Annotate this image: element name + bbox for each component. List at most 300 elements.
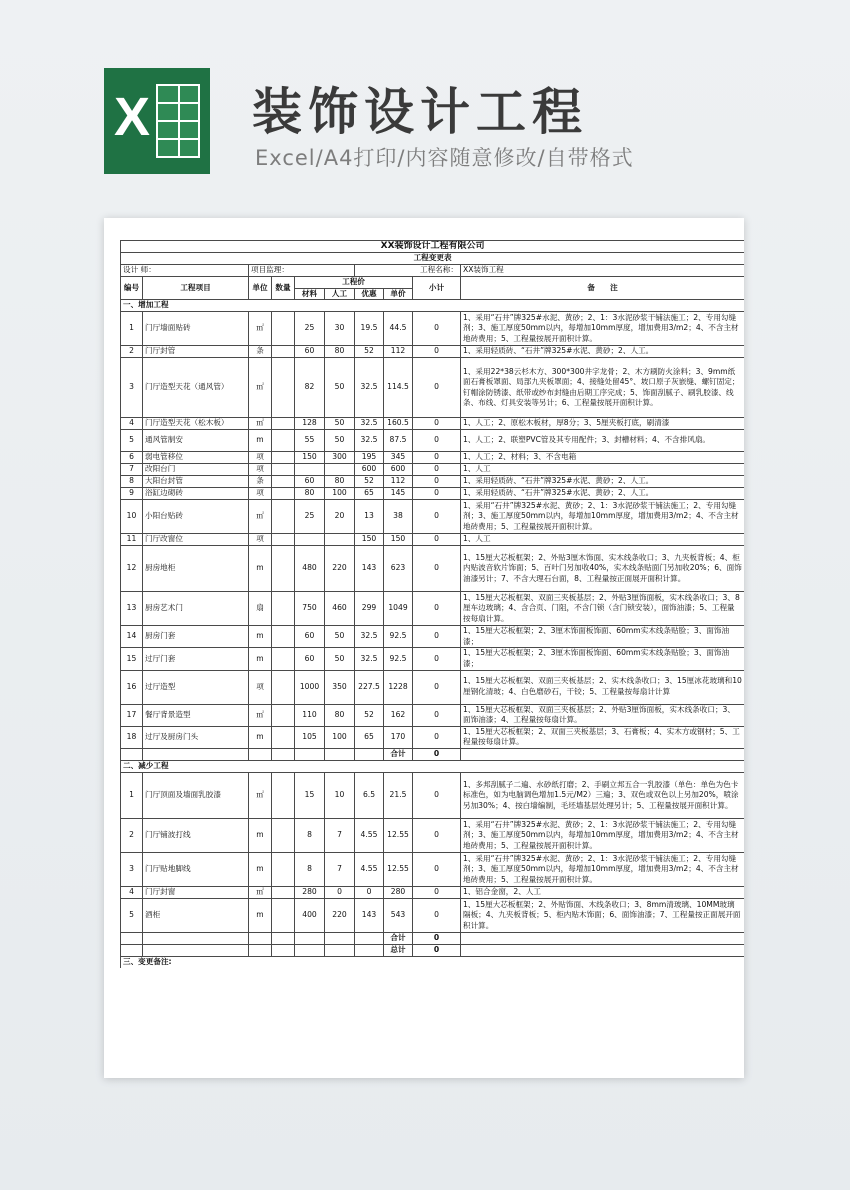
row-qty <box>272 886 295 898</box>
row-subtotal: 0 <box>413 476 461 488</box>
row-qty <box>272 476 295 488</box>
row-no: 10 <box>121 500 143 534</box>
row-subtotal: 0 <box>413 852 461 886</box>
row-remark: 1、15厘大芯板框架；2、3厘木饰面板饰面、60mm实木线条贴脸；3、面饰油漆； <box>463 648 730 668</box>
row-unit: ㎡ <box>249 704 272 726</box>
row-unit: ㎡ <box>249 358 272 418</box>
row-discount: 299 <box>355 592 384 626</box>
row-item: 过厅造型 <box>143 670 249 704</box>
header-item: 工程项目 <box>143 277 249 300</box>
row-discount: 19.5 <box>355 312 384 346</box>
row-subtotal: 0 <box>413 358 461 418</box>
row-unit-price: 1228 <box>384 670 413 704</box>
row-qty <box>272 464 295 476</box>
table-row <box>121 452 745 464</box>
table-row <box>121 418 745 430</box>
row-no: 8 <box>121 476 143 488</box>
header-remark: 备 注 <box>461 277 745 300</box>
row-no: 14 <box>121 626 143 648</box>
form-title: 工程变更表 <box>121 253 745 265</box>
row-qty <box>272 592 295 626</box>
row-remark-cell <box>461 464 745 476</box>
row-qty <box>272 452 295 464</box>
row-material <box>295 534 325 546</box>
row-item: 大阳台封管 <box>143 476 249 488</box>
row-unit: 扇 <box>249 592 272 626</box>
empty-cell <box>295 932 325 944</box>
row-subtotal: 0 <box>413 648 461 670</box>
section-title-row <box>121 760 745 772</box>
table-row <box>121 704 745 726</box>
row-remark-cell <box>461 500 745 534</box>
row-subtotal: 0 <box>413 346 461 358</box>
row-item: 门厅封窗 <box>143 886 249 898</box>
table-row <box>121 346 745 358</box>
empty-cell <box>272 932 295 944</box>
row-no: 3 <box>121 358 143 418</box>
row-remark: 1、采用轻质砖、“石井”牌325#水泥、黄砂；2、人工。 <box>463 346 654 356</box>
table-row <box>121 648 745 670</box>
row-unit-price: 21.5 <box>384 772 413 818</box>
row-no: 16 <box>121 670 143 704</box>
row-material: 80 <box>295 488 325 500</box>
row-remark-cell <box>461 852 745 886</box>
table-row <box>121 476 745 488</box>
row-item: 门厅改窗位 <box>143 534 249 546</box>
empty-cell <box>121 748 143 760</box>
row-remark-cell <box>461 670 745 704</box>
row-no: 6 <box>121 452 143 464</box>
row-material: 750 <box>295 592 325 626</box>
row-discount: 52 <box>355 346 384 358</box>
header-qty: 数量 <box>272 277 295 300</box>
row-subtotal: 0 <box>413 898 461 932</box>
header-no: 编号 <box>121 277 143 300</box>
empty-cell <box>295 748 325 760</box>
row-item: 过厅门套 <box>143 648 249 670</box>
row-qty <box>272 312 295 346</box>
row-unit: 条 <box>249 346 272 358</box>
row-item: 门厅铺波打线 <box>143 818 249 852</box>
row-remark-cell <box>461 898 745 932</box>
row-unit-price: 150 <box>384 534 413 546</box>
row-no: 9 <box>121 488 143 500</box>
row-remark-cell <box>461 726 745 748</box>
row-qty <box>272 546 295 592</box>
row-subtotal: 0 <box>413 626 461 648</box>
row-qty <box>272 648 295 670</box>
row-labor <box>325 464 355 476</box>
row-qty <box>272 534 295 546</box>
section-total-row <box>121 932 745 944</box>
empty-cell <box>325 748 355 760</box>
row-unit-price: 162 <box>384 704 413 726</box>
section-total-label: 合计 <box>384 932 413 944</box>
row-material: 82 <box>295 358 325 418</box>
row-labor: 7 <box>325 818 355 852</box>
grand-total-value: 0 <box>413 944 461 956</box>
row-labor: 80 <box>325 346 355 358</box>
header-row-1 <box>121 277 745 289</box>
row-unit: m <box>249 852 272 886</box>
row-labor: 50 <box>325 358 355 418</box>
change-notes-row <box>121 956 745 968</box>
row-item: 门厅贴地脚线 <box>143 852 249 886</box>
info-row <box>121 265 745 277</box>
row-qty <box>272 430 295 452</box>
empty-cell <box>143 944 249 956</box>
row-material: 8 <box>295 852 325 886</box>
row-no: 2 <box>121 346 143 358</box>
row-discount: 4.55 <box>355 818 384 852</box>
row-unit-price: 112 <box>384 346 413 358</box>
row-material <box>295 464 325 476</box>
row-qty <box>272 488 295 500</box>
row-subtotal: 0 <box>413 464 461 476</box>
row-material: 400 <box>295 898 325 932</box>
row-qty <box>272 898 295 932</box>
row-remark: 1、15厘大芯板框架；2、外贴3厘木饰面、实木线条收口；3、九夹板背板；4、柜内贴波音软片饰面；5、百叶门另加收40%，实木线条贴面门另加收20%；6、面饰油漆另计；7、不含大理石台面，8、工程量按正面展开面积计算。 <box>463 552 742 583</box>
empty-cell <box>325 932 355 944</box>
row-unit: ㎡ <box>249 772 272 818</box>
row-unit-price: 92.5 <box>384 648 413 670</box>
row-labor: 220 <box>325 546 355 592</box>
row-subtotal: 0 <box>413 772 461 818</box>
header-labor: 人工 <box>325 288 355 300</box>
row-unit: m <box>249 546 272 592</box>
row-remark-cell <box>461 772 745 818</box>
row-unit-price: 44.5 <box>384 312 413 346</box>
row-no: 5 <box>121 430 143 452</box>
row-remark: 1、采用轻质砖、“石井”牌325#水泥、黄砂；2、人工。 <box>463 476 654 486</box>
row-remark: 1、铝合金窗，2、人工 <box>463 887 542 897</box>
row-item: 门厅造型天花（通风管） <box>143 358 249 418</box>
change-order-table <box>120 240 744 968</box>
row-material: 105 <box>295 726 325 748</box>
row-remark: 1、15厘大芯板框架、双面三夹板基层；2、实木线条收口；3、15厘冰花玻璃和10厘钢化清玻；4、白色磨砂石，干铰；5、工程量按每扇计计算 <box>463 676 742 697</box>
row-discount: 0 <box>355 886 384 898</box>
row-unit: m <box>249 898 272 932</box>
row-unit: ㎡ <box>249 312 272 346</box>
row-no: 4 <box>121 418 143 430</box>
row-subtotal: 0 <box>413 670 461 704</box>
row-material: 60 <box>295 626 325 648</box>
row-discount: 4.55 <box>355 852 384 886</box>
section-total-value: 0 <box>413 932 461 944</box>
row-unit-price: 345 <box>384 452 413 464</box>
row-item: 厨房门套 <box>143 626 249 648</box>
row-labor: 300 <box>325 452 355 464</box>
table-row <box>121 626 745 648</box>
row-item: 通风管制安 <box>143 430 249 452</box>
row-material: 60 <box>295 476 325 488</box>
row-unit-price: 112 <box>384 476 413 488</box>
row-item: 浴缸边砌砖 <box>143 488 249 500</box>
section-title: 一、增加工程 <box>121 300 745 312</box>
table-row <box>121 534 745 546</box>
row-discount: 150 <box>355 534 384 546</box>
logo-letter: X <box>114 87 151 147</box>
page-title: 装饰设计工程 <box>252 83 588 141</box>
row-item: 弱电管移位 <box>143 452 249 464</box>
empty-cell <box>295 944 325 956</box>
row-item: 门厅墙面贴砖 <box>143 312 249 346</box>
row-discount: 52 <box>355 704 384 726</box>
row-discount: 143 <box>355 546 384 592</box>
row-unit: 项 <box>249 534 272 546</box>
page-subtitle: Excel/A4打印/内容随意修改/自带格式 <box>255 146 634 170</box>
row-remark-cell <box>461 358 745 418</box>
row-no: 1 <box>121 772 143 818</box>
row-discount: 32.5 <box>355 418 384 430</box>
empty-cell <box>461 748 745 760</box>
row-labor: 80 <box>325 704 355 726</box>
row-qty <box>272 852 295 886</box>
row-qty <box>272 818 295 852</box>
row-unit: m <box>249 818 272 852</box>
empty-cell <box>121 944 143 956</box>
row-remark: 1、多邦刮腻子二遍、水砂纸打磨；2、手刷立邦五合一乳胶漆（单色：单色为色卡标准色，如为电脑调色增加1.5元/M2）三遍；3、双色或双色以上另加20%，喷涂另加30%；4、按白墙编制，毛坯墙基层处理另计；5、工程量按展开面积计算。 <box>463 779 739 810</box>
row-no: 15 <box>121 648 143 670</box>
table-row <box>121 488 745 500</box>
section-title: 二、减少工程 <box>121 760 745 772</box>
row-remark-cell <box>461 592 745 626</box>
row-remark: 1、15厘大芯板框架、双面三夹板基层；2、外贴3厘饰面板，实木线条收口；3、8厘车边玻璃；4、含合页、门阻，不含门锁（含门锁安装），面饰油漆；5、工程量按每扇计算。 <box>463 592 740 623</box>
row-discount: 195 <box>355 452 384 464</box>
row-unit-price: 170 <box>384 726 413 748</box>
row-remark: 1、采用“石井”牌325#水泥、黄砂；2、1：3水泥砂浆干铺法施工；2、专用勾缝剂；3、施工厚度50mm以内，每增加10mm厚度，增加费用3/m2；4、不含主材地砖费用；5、工程量按展开面积计算。 <box>463 819 739 850</box>
row-unit: 项 <box>249 488 272 500</box>
row-labor: 350 <box>325 670 355 704</box>
row-remark-cell <box>461 452 745 464</box>
row-labor: 20 <box>325 500 355 534</box>
row-remark-cell <box>461 704 745 726</box>
row-unit-price: 87.5 <box>384 430 413 452</box>
row-remark-cell <box>461 886 745 898</box>
row-qty <box>272 358 295 418</box>
row-subtotal: 0 <box>413 430 461 452</box>
table-row <box>121 670 745 704</box>
row-remark: 1、15厘大芯板框架；2、外贴饰面、木线条收口；3、8mm清玻璃、10MM玻璃隔板；4、九夹板背板；5、柜内贴木饰面；6、面饰油漆；7、工程量按正面展开面积计算。 <box>463 899 741 930</box>
row-item: 厨房地柜 <box>143 546 249 592</box>
row-no: 13 <box>121 592 143 626</box>
row-remark-cell <box>461 430 745 452</box>
row-unit-price: 92.5 <box>384 626 413 648</box>
row-labor: 7 <box>325 852 355 886</box>
row-remark: 1、15厘大芯板框架；2、3厘木饰面板饰面、60mm实木线条贴脸；3、面饰油漆； <box>463 626 730 646</box>
row-subtotal: 0 <box>413 312 461 346</box>
table-row <box>121 430 745 452</box>
row-discount: 6.5 <box>355 772 384 818</box>
row-discount: 32.5 <box>355 358 384 418</box>
row-no: 18 <box>121 726 143 748</box>
empty-cell <box>272 944 295 956</box>
row-discount: 52 <box>355 476 384 488</box>
header-material: 材料 <box>295 288 325 300</box>
row-subtotal: 0 <box>413 818 461 852</box>
row-remark-cell <box>461 312 745 346</box>
row-material: 25 <box>295 500 325 534</box>
table-row <box>121 464 745 476</box>
logo-grid <box>156 84 200 158</box>
row-discount: 600 <box>355 464 384 476</box>
empty-cell <box>272 748 295 760</box>
table-row <box>121 898 745 932</box>
row-remark-cell <box>461 346 745 358</box>
row-no: 12 <box>121 546 143 592</box>
row-discount: 13 <box>355 500 384 534</box>
spreadsheet <box>120 240 744 968</box>
row-labor: 10 <box>325 772 355 818</box>
row-remark: 1、采用“石井”牌325#水泥、黄砂；2、1：3水泥砂浆干铺法施工；2、专用勾缝剂；3、施工厚度50mm以内，每增加10mm厚度，增加费用3/m2；4、不含主材地砖费用；5、工程量按展开面积计算。 <box>463 500 739 531</box>
row-unit-price: 114.5 <box>384 358 413 418</box>
row-remark: 1、人工；2、材料；3、不含电箱 <box>463 452 577 462</box>
row-item: 酒柜 <box>143 898 249 932</box>
row-item: 过厅及厨房门头 <box>143 726 249 748</box>
header-unit: 单位 <box>249 277 272 300</box>
empty-cell <box>121 932 143 944</box>
empty-cell <box>461 932 745 944</box>
row-remark: 1、人工 <box>463 464 491 474</box>
row-remark: 1、人工；2、联塑PVC管及其专用配件；3、封槽材料；4、不含排风扇。 <box>463 435 711 445</box>
table-row <box>121 592 745 626</box>
row-remark-cell <box>461 476 745 488</box>
row-item: 门厅造型天花（松木板） <box>143 418 249 430</box>
row-remark: 1、采用“石井”牌325#水泥、黄砂；2、1：3水泥砂浆干铺法施工；2、专用勾缝剂；3、施工厚度50mm以内，每增加10mm厚度，增加费用3/m2；4、不含主材地砖费用；5、工程量按展开面积计算。 <box>463 312 739 343</box>
row-unit-price: 600 <box>384 464 413 476</box>
row-remark-cell <box>461 648 745 670</box>
grand-total-row <box>121 944 745 956</box>
row-unit-price: 1049 <box>384 592 413 626</box>
row-no: 11 <box>121 534 143 546</box>
row-remark-cell <box>461 534 745 546</box>
row-item: 门厅顶面及墙面乳胶漆 <box>143 772 249 818</box>
row-labor: 0 <box>325 886 355 898</box>
row-no: 1 <box>121 312 143 346</box>
row-labor: 50 <box>325 648 355 670</box>
row-discount: 32.5 <box>355 648 384 670</box>
row-qty <box>272 726 295 748</box>
row-material: 150 <box>295 452 325 464</box>
row-labor: 30 <box>325 312 355 346</box>
row-subtotal: 0 <box>413 452 461 464</box>
row-item: 厨房艺术门 <box>143 592 249 626</box>
row-item: 改阳台门 <box>143 464 249 476</box>
table-row <box>121 358 745 418</box>
document-paper <box>104 218 744 1078</box>
row-material: 1000 <box>295 670 325 704</box>
row-material: 15 <box>295 772 325 818</box>
row-unit-price: 280 <box>384 886 413 898</box>
row-unit: 项 <box>249 670 272 704</box>
empty-cell <box>249 748 272 760</box>
header-discount: 优惠 <box>355 288 384 300</box>
row-no: 5 <box>121 898 143 932</box>
row-discount: 32.5 <box>355 430 384 452</box>
row-remark-cell <box>461 546 745 592</box>
row-labor: 460 <box>325 592 355 626</box>
row-unit-price: 12.55 <box>384 852 413 886</box>
empty-cell <box>461 944 745 956</box>
table-row <box>121 312 745 346</box>
row-unit: 项 <box>249 452 272 464</box>
empty-cell <box>249 932 272 944</box>
table-row <box>121 886 745 898</box>
table-row <box>121 772 745 818</box>
row-discount: 32.5 <box>355 626 384 648</box>
row-item: 门厅封管 <box>143 346 249 358</box>
row-unit: ㎡ <box>249 500 272 534</box>
row-labor: 50 <box>325 626 355 648</box>
row-discount: 65 <box>355 488 384 500</box>
row-remark: 1、采用“石井”牌325#水泥、黄砂；2、1：3水泥砂浆干铺法施工；2、专用勾缝剂；3、施工厚度50mm以内，每增加10mm厚度，增加费用3/m2；4、不含主材地砖费用；5、工程量按展开面积计算。 <box>463 853 739 884</box>
row-unit-price: 543 <box>384 898 413 932</box>
row-unit-price: 623 <box>384 546 413 592</box>
row-subtotal: 0 <box>413 704 461 726</box>
row-no: 7 <box>121 464 143 476</box>
row-unit: ㎡ <box>249 886 272 898</box>
row-qty <box>272 772 295 818</box>
row-unit: 项 <box>249 464 272 476</box>
project-label: 工程名称： <box>355 265 461 277</box>
row-unit: ㎡ <box>249 418 272 430</box>
row-subtotal: 0 <box>413 592 461 626</box>
empty-cell <box>355 932 384 944</box>
row-subtotal: 0 <box>413 534 461 546</box>
change-notes-label: 三、变更备注: <box>121 956 745 968</box>
header-unit-price: 单价 <box>384 288 413 300</box>
table-row <box>121 726 745 748</box>
row-no: 3 <box>121 852 143 886</box>
supervisor-label: 项目监理： <box>249 265 355 277</box>
row-item: 餐厅背景造型 <box>143 704 249 726</box>
row-unit: m <box>249 726 272 748</box>
row-subtotal: 0 <box>413 418 461 430</box>
row-unit-price: 160.5 <box>384 418 413 430</box>
table-row <box>121 818 745 852</box>
row-material: 110 <box>295 704 325 726</box>
row-remark-cell <box>461 818 745 852</box>
row-material: 60 <box>295 648 325 670</box>
row-unit: m <box>249 648 272 670</box>
row-remark: 1、15厘大芯板框架；2、双面三夹板基层；3、石膏板；4、实木方或钢材；5、工程量按每扇计算。 <box>463 726 740 747</box>
empty-cell <box>143 932 249 944</box>
row-material: 25 <box>295 312 325 346</box>
row-labor: 80 <box>325 476 355 488</box>
row-labor: 50 <box>325 418 355 430</box>
row-discount: 227.5 <box>355 670 384 704</box>
section-title-row <box>121 300 745 312</box>
row-subtotal: 0 <box>413 886 461 898</box>
empty-cell <box>355 944 384 956</box>
row-remark-cell <box>461 488 745 500</box>
row-labor: 50 <box>325 430 355 452</box>
row-qty <box>272 704 295 726</box>
row-remark-cell <box>461 418 745 430</box>
row-material: 280 <box>295 886 325 898</box>
row-item: 小阳台贴砖 <box>143 500 249 534</box>
row-no: 2 <box>121 818 143 852</box>
empty-cell <box>143 748 249 760</box>
row-unit-price: 38 <box>384 500 413 534</box>
grand-total-label: 总计 <box>384 944 413 956</box>
project-name: XX装饰工程 <box>461 265 745 277</box>
row-material: 128 <box>295 418 325 430</box>
row-qty <box>272 670 295 704</box>
row-material: 8 <box>295 818 325 852</box>
row-remark: 1、人工 <box>463 534 491 544</box>
row-labor <box>325 534 355 546</box>
